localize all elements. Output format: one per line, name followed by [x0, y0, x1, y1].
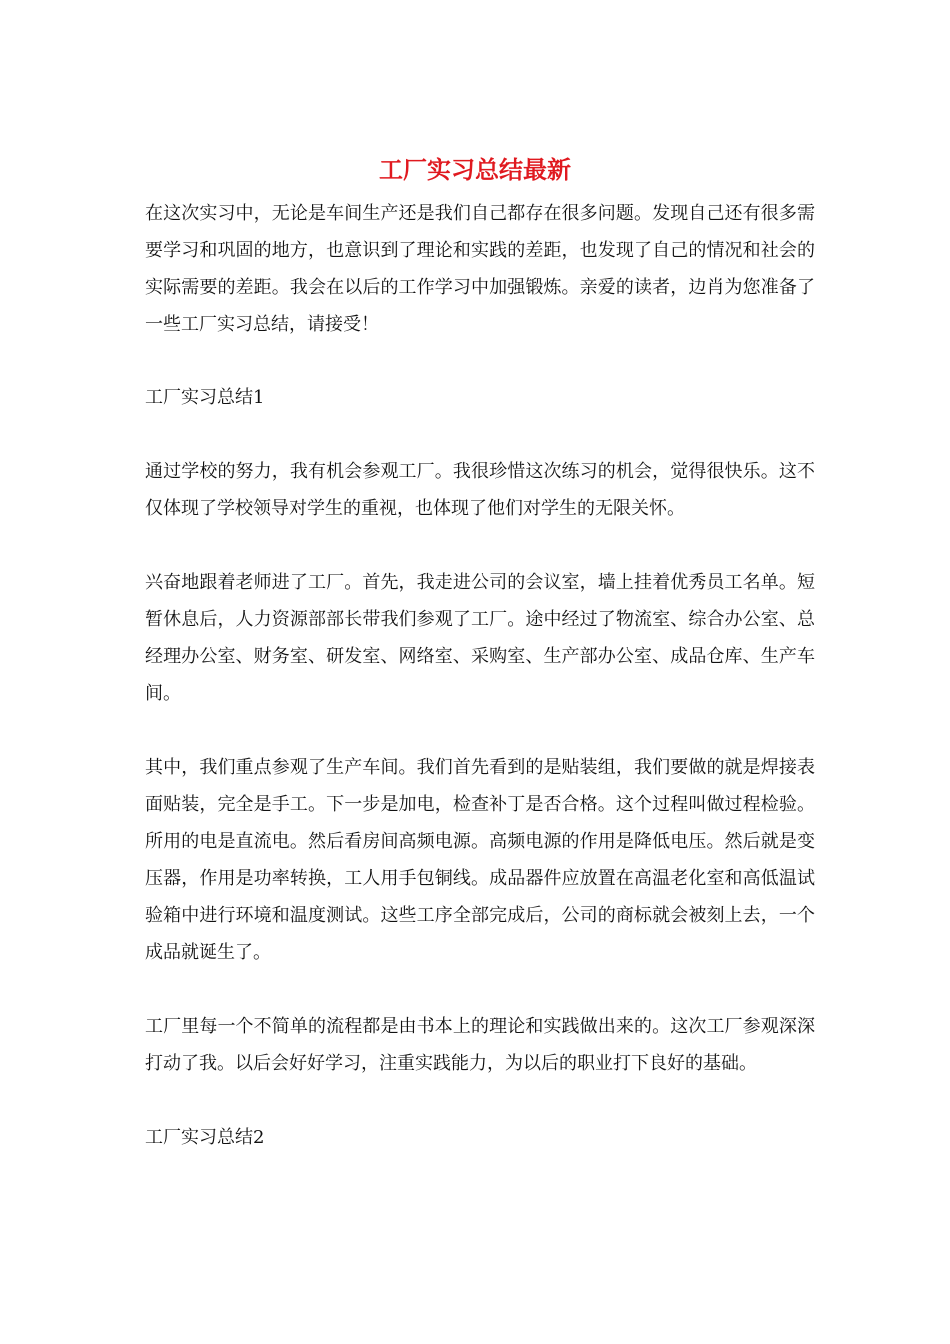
section-heading-1: 工厂实习总结1 — [145, 387, 265, 408]
section1-paragraph-3: 其中，我们重点参观了生产车间。我们首先看到的是贴装组，我们要做的就是焊接表面贴装，完全是手工。下一步是加电，检查补丁是否合格。这个过程叫做过程检验。所用的电是直流电。然后看房间高频电源。高频电源的作用是降低电压。然后就是变压器，作用是功率转换，工人用手包铜线。成品器件应放置在高温老化室和高低温试验箱中进行环境和温度测试。这些工序全部完成后，公司的商标就会被刻上去，一个成品就诞生了。 — [145, 757, 815, 963]
section1-paragraph-1: 通过学校的努力，我有机会参观工厂。我很珍惜这次练习的机会，觉得很快乐。这不仅体现了学校领导对学生的重视，也体现了他们对学生的无限关怀。 — [145, 461, 815, 519]
document-title: 工厂实习总结最新 — [379, 155, 571, 184]
section1-paragraph-2: 兴奋地跟着老师进了工厂。首先，我走进公司的会议室，墙上挂着优秀员工名单。短暂休息后，人力资源部部长带我们参观了工厂。途中经过了物流室、综合办公室、总经理办公室、财务室、研发室、网络室、采购室、生产部办公室、成品仓库、生产车间。 — [145, 572, 815, 704]
intro-paragraph: 在这次实习中，无论是车间生产还是我们自己都存在很多问题。发现自己还有很多需要学习和巩固的地方，也意识到了理论和实践的差距，也发现了自己的情况和社会的实际需要的差距。我会在以后的工作学习中加强锻炼。亲爱的读者，边肖为您准备了一些工厂实习总结，请接受！ — [145, 203, 815, 335]
section-heading-2: 工厂实习总结2 — [145, 1127, 265, 1148]
document-body — [145, 195, 815, 1193]
section1-paragraph-4: 工厂里每一个不简单的流程都是由书本上的理论和实践做出来的。这次工厂参观深深打动了我。以后会好好学习，注重实践能力，为以后的职业打下良好的基础。 — [145, 1016, 815, 1074]
